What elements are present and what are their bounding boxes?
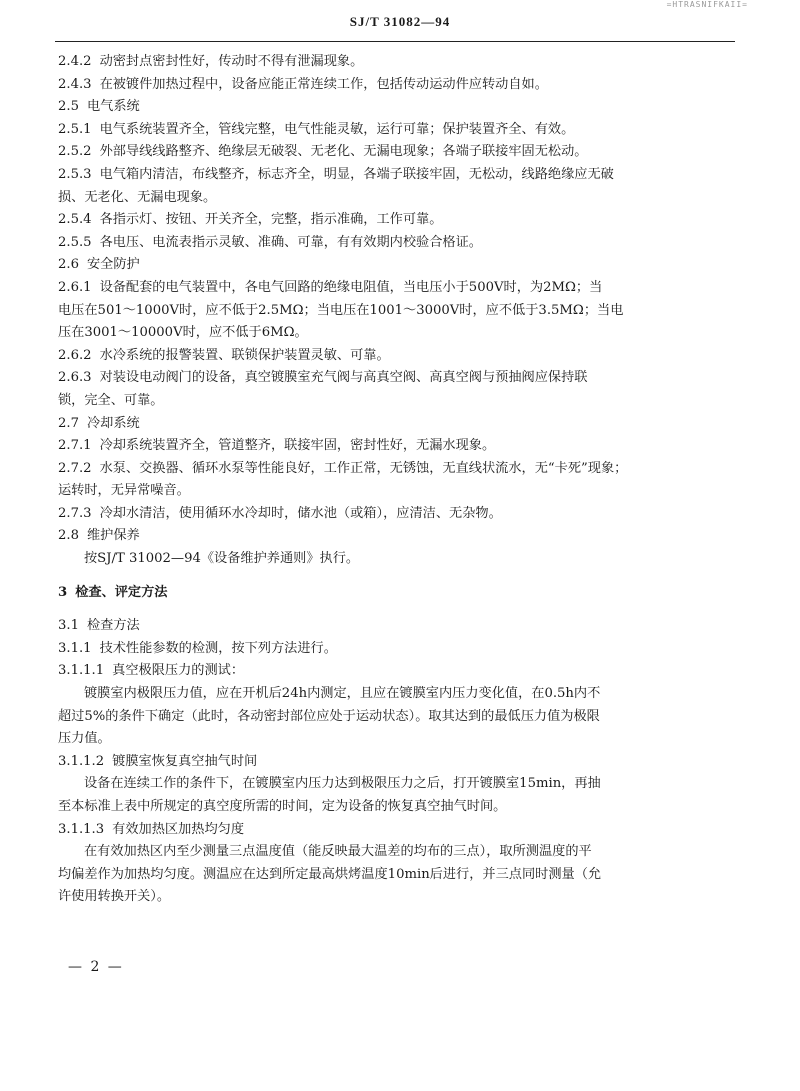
header-rule bbox=[55, 41, 735, 42]
clause-text: 安全防护 bbox=[86, 257, 140, 273]
clause-number: 2.5.1 bbox=[58, 121, 92, 137]
paragraph-text: 镀膜室内极限压力值，应在开机后24h内测定，且应在镀膜室内压力变化值，在0.5h内不 bbox=[84, 686, 601, 702]
clause-line bbox=[58, 209, 733, 232]
clause-line bbox=[58, 751, 733, 774]
clause-line bbox=[58, 119, 733, 142]
clause-continuation bbox=[58, 300, 733, 323]
continuation-text: 压力值。 bbox=[58, 731, 111, 747]
corner-watermark: =HTRASNIFKAII= bbox=[666, 0, 748, 9]
clause-number: 2.7.3 bbox=[58, 505, 92, 521]
clause-number: 3.1.1.3 bbox=[58, 821, 105, 837]
clause-number: 2.4.3 bbox=[58, 76, 92, 92]
clause-line bbox=[58, 141, 733, 164]
clause-text: 技术性能参数的检测，按下列方法进行。 bbox=[99, 640, 337, 656]
continuation-text: 至本标准上表中所规定的真空度所需的时间，定为设备的恢复真空抽气时间。 bbox=[58, 799, 507, 814]
clause-continuation bbox=[58, 548, 733, 571]
document-body bbox=[58, 51, 733, 909]
clause-number: 2.5 bbox=[58, 99, 79, 115]
clause-line bbox=[58, 277, 733, 300]
continuation-text: 电压在501～1000V时，应不低于2.5MΩ；当电压在1001～3000V时，应不低于3.5MΩ；当电 bbox=[58, 302, 624, 318]
clause-text: 冷却水清洁，使用循环水冷却时，储水池（或箱），应清洁、无杂物。 bbox=[99, 505, 502, 521]
clause-number: 3.1 bbox=[58, 618, 79, 634]
clause-text: 设备配套的电气装置中，各电气回路的绝缘电阻值，当电压小于500V时，为2MΩ；当 bbox=[99, 279, 603, 295]
clause-text: 电气箱内清洁，布线整齐，标志齐全，明显，各端子联接牢固，无松动，线路绝缘应无破 bbox=[99, 166, 614, 182]
clause-line bbox=[58, 615, 733, 638]
clause-number: 2.7.2 bbox=[58, 460, 92, 476]
clause-continuation bbox=[58, 728, 733, 751]
clause-number: 2.7.1 bbox=[58, 438, 92, 454]
clause-line bbox=[58, 525, 733, 548]
clause-continuation bbox=[58, 480, 733, 503]
clause-text: 水冷系统的报警装置、联锁保护装置灵敏、可靠。 bbox=[99, 347, 390, 363]
clause-continuation bbox=[58, 390, 733, 413]
continuation-text: 压在3001～10000V时，应不低于6MΩ。 bbox=[58, 325, 308, 341]
clause-line bbox=[58, 254, 733, 277]
clause-line bbox=[58, 660, 733, 683]
section-gap bbox=[58, 571, 733, 582]
clause-line bbox=[58, 582, 733, 605]
clause-text: 镀膜室恢复真空抽气时间 bbox=[112, 753, 258, 769]
continuation-text: 许使用转换开关）。 bbox=[58, 889, 171, 905]
clause-number: 3.1.1.2 bbox=[58, 753, 105, 769]
clause-line bbox=[58, 51, 733, 74]
section-gap bbox=[58, 604, 733, 615]
clause-line bbox=[58, 164, 733, 187]
clause-text: 有效加热区加热均匀度 bbox=[112, 821, 245, 837]
continuation-text: 锁，完全、可靠。 bbox=[58, 392, 164, 408]
clause-text: 冷却系统 bbox=[86, 415, 140, 431]
clause-continuation bbox=[58, 187, 733, 210]
clause-continuation bbox=[58, 864, 733, 887]
clause-continuation bbox=[58, 706, 733, 729]
paragraph-text: 在有效加热区内至少测量三点温度值（能反映最大温差的均布的三点），取所测温度的平 bbox=[84, 844, 592, 860]
clause-line bbox=[58, 413, 733, 436]
clause-number: 3.1.1 bbox=[58, 640, 92, 656]
clause-continuation bbox=[58, 322, 733, 345]
page-number: — 2 — bbox=[68, 959, 124, 975]
clause-number: 2.5.2 bbox=[58, 144, 92, 160]
clause-line bbox=[58, 96, 733, 119]
clause-number: 2.6 bbox=[58, 257, 79, 273]
continuation-text: 均偏差作为加热均匀度。测温应在达到所定最高烘烤温度10min后进行，并三点同时测量（允 bbox=[58, 866, 602, 882]
clause-text: 对装设电动阀门的设备，真空镀膜室充气阀与高真空阀、高真空阀与预抽阀应保持联 bbox=[99, 370, 588, 386]
continuation-text: 损、无老化、无漏电现象。 bbox=[58, 189, 217, 205]
clause-text: 维护保养 bbox=[86, 528, 140, 544]
continuation-text: 超过5%的条件下确定（此时，各动密封部位应处于运动状态）。取其达到的最低压力值为极限 bbox=[58, 708, 600, 724]
clause-line bbox=[58, 367, 733, 390]
clause-number: 2.7 bbox=[58, 415, 79, 431]
clause-text: 在被镀件加热过程中，设备应能正常连续工作，包括传动运动件应转动自如。 bbox=[99, 76, 548, 92]
clause-text: 水泵、交换器、循环水泵等性能良好，工作正常，无锈蚀，无直线状流水，无“卡死”现象； bbox=[99, 460, 628, 476]
clause-number: 2.6.3 bbox=[58, 370, 92, 386]
clause-line bbox=[58, 345, 733, 368]
clause-text: 电气系统 bbox=[86, 99, 140, 115]
clause-number: 2.5.3 bbox=[58, 166, 92, 182]
paragraph-text: 按SJ/T 31002—94《设备维护养通则》执行。 bbox=[84, 551, 360, 567]
clause-number: 2.6.1 bbox=[58, 279, 92, 295]
clause-continuation bbox=[58, 773, 733, 796]
clause-continuation bbox=[58, 683, 733, 706]
clause-continuation bbox=[58, 886, 733, 909]
paragraph-text: 设备在连续工作的条件下，在镀膜室内压力达到极限压力之后，打开镀膜室15min，再抽 bbox=[84, 776, 601, 792]
clause-line bbox=[58, 503, 733, 526]
clause-text: 电气系统装置齐全，管线完整，电气性能灵敏，运行可靠；保护装置齐全、有效。 bbox=[99, 121, 575, 137]
clause-number: 2.8 bbox=[58, 528, 79, 544]
clause-text: 动密封点密封性好，传动时不得有泄漏现象。 bbox=[99, 54, 364, 69]
clause-continuation bbox=[58, 796, 733, 819]
clause-text: 各指示灯、按钮、开关齐全，完整，指示准确，工作可靠。 bbox=[99, 212, 443, 228]
clause-text: 真空极限压力的测试： bbox=[112, 663, 245, 679]
clause-line bbox=[58, 435, 733, 458]
clause-continuation bbox=[58, 841, 733, 864]
clause-text: 检查、评定方法 bbox=[75, 584, 168, 600]
standard-code-header: SJ/T 31082—94 bbox=[349, 14, 451, 29]
clause-text: 各电压、电流表指示灵敏、准确、可靠，有有效期内校验合格证。 bbox=[99, 234, 482, 250]
clause-number: 2.5.4 bbox=[58, 212, 92, 228]
clause-text: 冷却系统装置齐全，管道整齐，联接牢固，密封性好，无漏水现象。 bbox=[99, 438, 496, 454]
continuation-text: 运转时，无异常噪音。 bbox=[58, 483, 190, 499]
clause-line bbox=[58, 74, 733, 97]
clause-text: 检查方法 bbox=[86, 618, 140, 634]
clause-number: 2.6.2 bbox=[58, 347, 92, 363]
clause-number: 2.5.5 bbox=[58, 234, 92, 250]
clause-number: 3 bbox=[58, 584, 68, 600]
clause-line bbox=[58, 458, 733, 481]
clause-number: 2.4.2 bbox=[58, 54, 92, 69]
clause-number: 3.1.1.1 bbox=[58, 663, 105, 679]
clause-line bbox=[58, 232, 733, 255]
clause-line bbox=[58, 819, 733, 842]
clause-line bbox=[58, 638, 733, 661]
clause-text: 外部导线线路整齐、绝缘层无破裂、无老化、无漏电现象；各端子联接牢固无松动。 bbox=[99, 144, 588, 160]
